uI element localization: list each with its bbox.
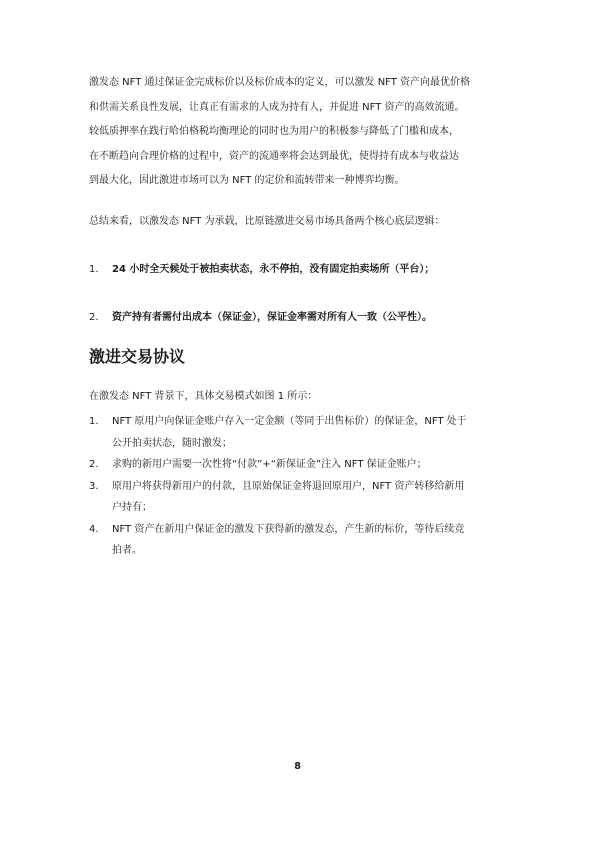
core-logic-number: 2. (89, 312, 99, 323)
intro-line: 和供需关系良性发展，让真正有需求的人成为持有人，并促进 NFT 资产的高效流通。 (89, 101, 465, 113)
list-item (89, 476, 519, 519)
step-line: 户持有； (112, 502, 152, 513)
core-logic-item (89, 258, 514, 283)
list-item (89, 411, 519, 454)
protocol-intro (89, 385, 514, 410)
core-logic-text: 24 小时全天候处于被拍卖状态，永不停拍，没有固定拍卖场所（平台）； (112, 264, 435, 275)
intro-line: 到最大化，因此激进市场可以为 NFT 的定价和流转带来一种博弈均衡。 (89, 175, 405, 186)
step-line: NFT 资产在新用户保证金的激发下获得新的激发态，产生新的标价，等待后续竞 (112, 523, 465, 535)
protocol-steps-list (89, 411, 519, 562)
step-line: 公开拍卖状态，随时激发； (112, 437, 232, 449)
intro-line: 较低质押率在践行哈伯格税均衡理论的同时也为用户的积极参与降低了门槛和成本， (89, 126, 459, 137)
list-item (89, 454, 519, 476)
step-number: 3. (89, 480, 99, 492)
step-line: 原用户将获得新用户的付款，且原始保证金将退回原用户，NFT 资产转移给新用 (112, 480, 465, 492)
step-number: 2. (89, 459, 99, 470)
core-logic-text: 资产持有者需付出成本（保证金），保证金率需对所有人一致（公平性）。 (112, 312, 432, 323)
step-number: 1. (89, 416, 99, 427)
list-item (89, 519, 519, 562)
intro-line: 激发态 NFT 通过保证金完成标价以及标价成本的定义，可以激发 NFT 资产向最优价格 (89, 77, 471, 88)
protocol-intro-text: 在激发态 NFT 背景下，具体交易模式如图 1 所示： (89, 391, 318, 402)
step-line: NFT 原用户向保证金账户存入一定金额（等同于出售标价）的保证金，NFT 处于 (112, 416, 467, 427)
summary-paragraph (89, 210, 514, 235)
step-line: 求购的新用户需要一次性将“付款”+“新保证金”注入 NFT 保证金账户； (112, 459, 427, 470)
intro-paragraph (89, 71, 514, 194)
step-number: 4. (89, 523, 99, 535)
core-logic-number: 1. (89, 264, 99, 275)
page-number: 8 (294, 761, 301, 772)
intro-line: 在不断趋向合理价格的过程中，资产的流通率将会达到最优，使得持有成本与收益达 (89, 150, 459, 162)
summary-text: 总结来看，以激发态 NFT 为承载，比原链激进交易市场具备两个核心底层逻辑： (89, 216, 445, 227)
section-heading: 激进交易协议 (89, 347, 186, 366)
step-line: 拍者。 (112, 545, 142, 556)
core-logic-item (89, 306, 514, 331)
